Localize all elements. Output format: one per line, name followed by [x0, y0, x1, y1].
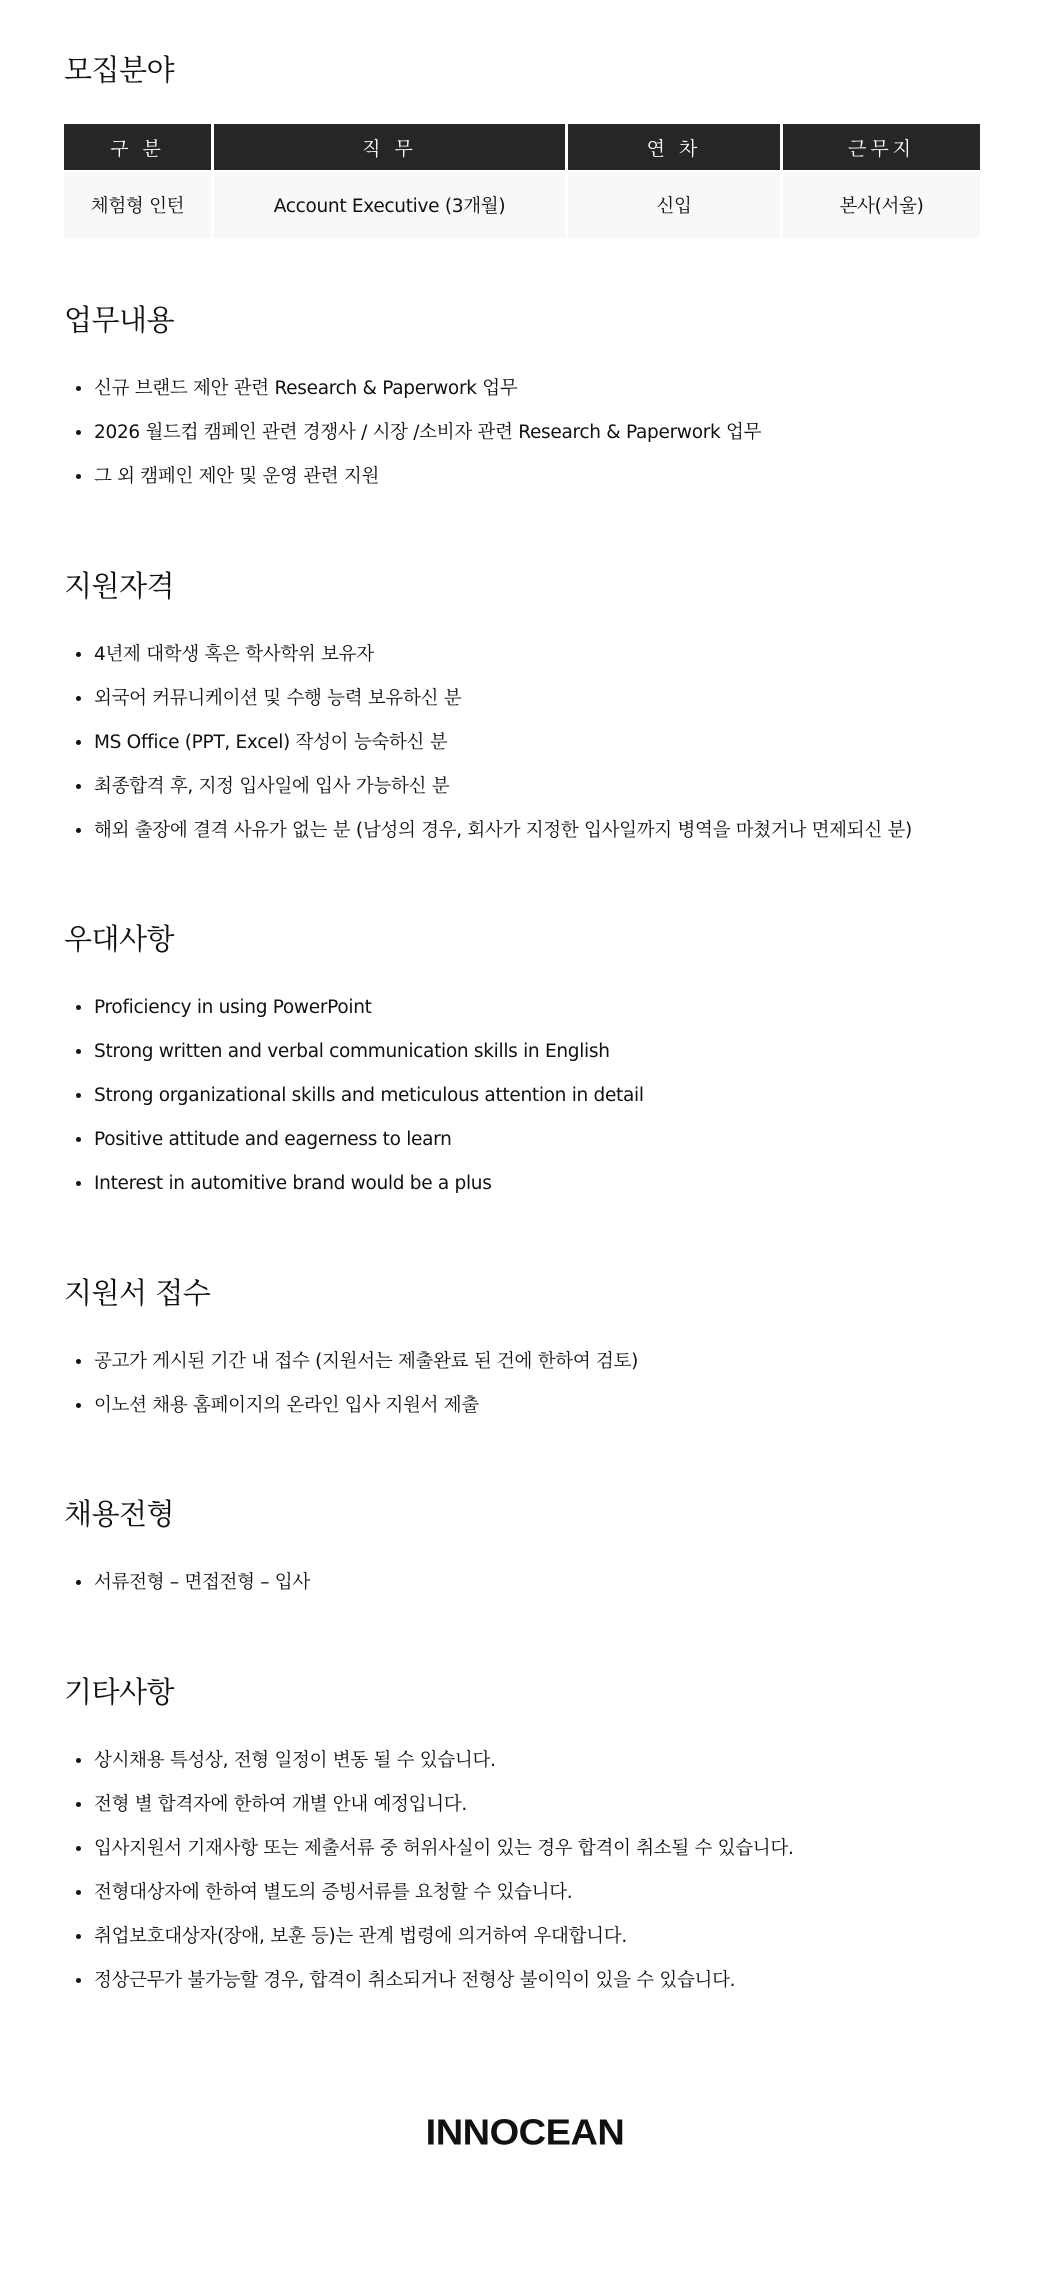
- bullet-icon: [76, 1890, 81, 1895]
- job-duties-section: [64, 300, 986, 499]
- list-item: [64, 809, 986, 853]
- list-item-text: 신규 브랜드 제안 관련 Research & Paperwork 업무: [94, 378, 518, 399]
- list-item: [64, 1030, 986, 1074]
- list-item-text: Strong organizational skills and meticulous attention in detail: [94, 1085, 644, 1106]
- innocean-logo: INNOCEAN: [425, 2113, 625, 2153]
- list-item: [64, 721, 986, 765]
- list-item: [64, 765, 986, 809]
- section-title: 채용전형: [64, 1497, 175, 1531]
- bullet-icon: [76, 1846, 81, 1851]
- list-item: [64, 1871, 986, 1915]
- bullet-icon: [76, 386, 81, 391]
- bullet-icon: [76, 1403, 81, 1408]
- list-item: [64, 367, 986, 411]
- list-item-text: 서류전형 – 면접전형 – 입사: [94, 1572, 310, 1593]
- list-item: [64, 1827, 986, 1871]
- bullet-icon: [76, 1049, 81, 1054]
- bullet-icon: [76, 1137, 81, 1142]
- list-item-text: 그 외 캠페인 제안 및 운영 관련 지원: [94, 466, 380, 487]
- list-item-text: 전형대상자에 한하여 별도의 증빙서류를 요청할 수 있습니다.: [94, 1882, 573, 1903]
- bullet-list: [64, 633, 986, 853]
- bullet-icon: [76, 652, 81, 657]
- list-item: [64, 1162, 986, 1206]
- list-item-text: 이노션 채용 홈페이지의 온라인 입사 지원서 제출: [94, 1395, 479, 1416]
- list-item-text: Interest in automitive brand would be a plus: [94, 1173, 492, 1194]
- header-job: 직 무: [214, 124, 565, 170]
- bullet-icon: [76, 1359, 81, 1364]
- bullet-icon: [76, 740, 81, 745]
- list-item: [64, 1384, 986, 1428]
- table-header-row: [64, 124, 980, 170]
- recruit-table: [61, 122, 983, 240]
- section-title: 업무내용: [64, 303, 175, 337]
- list-item-text: 해외 출장에 결격 사유가 없는 분 (남성의 경우, 회사가 지정한 입사일까지 병역을 마쳤거나 면제되신 분): [94, 820, 912, 841]
- header-category: 구 분: [64, 124, 211, 170]
- cell-category: 체험형 인턴: [64, 172, 211, 238]
- list-item-text: 취업보호대상자(장애, 보훈 등)는 관계 법령에 의거하여 우대합니다.: [94, 1926, 627, 1947]
- cell-location: 본사(서울): [783, 172, 980, 238]
- cell-experience: 신입: [568, 172, 780, 238]
- bullet-list: [64, 1340, 986, 1428]
- list-item: [64, 1739, 986, 1783]
- section-title: 지원자격: [64, 569, 175, 603]
- bullet-icon: [76, 1093, 81, 1098]
- list-item: [64, 1561, 986, 1605]
- list-item-text: 상시채용 특성상, 전형 일정이 변동 될 수 있습니다.: [94, 1750, 496, 1771]
- bullet-icon: [76, 430, 81, 435]
- list-item: [64, 411, 986, 455]
- bullet-icon: [76, 1758, 81, 1763]
- list-item: [64, 1118, 986, 1162]
- process-section: [64, 1494, 986, 1605]
- bullet-icon: [76, 1934, 81, 1939]
- bullet-icon: [76, 1978, 81, 1983]
- bullet-icon: [76, 1005, 81, 1010]
- list-item: [64, 455, 986, 499]
- bullet-list: [64, 1739, 986, 2003]
- list-item-text: 전형 별 합격자에 한하여 개별 안내 예정입니다.: [94, 1794, 467, 1815]
- list-item: [64, 986, 986, 1030]
- bullet-icon: [76, 1802, 81, 1807]
- list-item: [64, 1783, 986, 1827]
- bullet-list: [64, 1561, 986, 1605]
- list-item-text: 입사지원서 기재사항 또는 제출서류 중 허위사실이 있는 경우 합격이 취소될 수 있습니다.: [94, 1838, 794, 1859]
- list-item-text: 최종합격 후, 지정 입사일에 입사 가능하신 분: [94, 776, 450, 797]
- list-item-text: Strong written and verbal communication skills in English: [94, 1041, 610, 1062]
- section-title: 지원서 접수: [64, 1276, 211, 1310]
- application-section: [64, 1273, 986, 1428]
- list-item: [64, 1915, 986, 1959]
- bullet-icon: [76, 1181, 81, 1186]
- bullet-icon: [76, 696, 81, 701]
- qualifications-section: [64, 566, 986, 853]
- bullet-list: [64, 367, 986, 499]
- list-item-text: Positive attitude and eagerness to learn: [94, 1129, 452, 1150]
- cell-job: Account Executive (3개월): [214, 172, 565, 238]
- table-row: [64, 172, 980, 238]
- recruit-section: [64, 50, 986, 90]
- list-item-text: MS Office (PPT, Excel) 작성이 능숙하신 분: [94, 732, 448, 753]
- list-item-text: Proficiency in using PowerPoint: [94, 997, 372, 1018]
- list-item-text: 공고가 게시된 기간 내 접수 (지원서는 제출완료 된 건에 한하여 검토): [94, 1351, 639, 1372]
- list-item: [64, 633, 986, 677]
- section-title: 우대사항: [64, 922, 175, 956]
- list-item-text: 외국어 커뮤니케이션 및 수행 능력 보유하신 분: [94, 688, 462, 709]
- list-item: [64, 1959, 986, 2003]
- list-item-text: 정상근무가 불가능할 경우, 합격이 취소되거나 전형상 불이익이 있을 수 있습니다.: [94, 1970, 736, 1991]
- preferred-section: [64, 919, 986, 1206]
- bullet-icon: [76, 1580, 81, 1585]
- header-experience: 연 차: [568, 124, 780, 170]
- section-title: 모집분야: [64, 53, 175, 87]
- list-item: [64, 677, 986, 721]
- bullet-icon: [76, 828, 81, 833]
- list-item: [64, 1340, 986, 1384]
- section-title: 기타사항: [64, 1675, 175, 1709]
- list-item-text: 4년제 대학생 혹은 학사학위 보유자: [94, 644, 374, 665]
- list-item: [64, 1074, 986, 1118]
- bullet-icon: [76, 784, 81, 789]
- bullet-icon: [76, 474, 81, 479]
- header-location: 근무지: [783, 124, 980, 170]
- notes-section: [64, 1672, 986, 2003]
- list-item-text: 2026 월드컵 캠페인 관련 경쟁사 / 시장 /소비자 관련 Research & Paperwork 업무: [94, 422, 762, 443]
- bullet-list: [64, 986, 986, 1206]
